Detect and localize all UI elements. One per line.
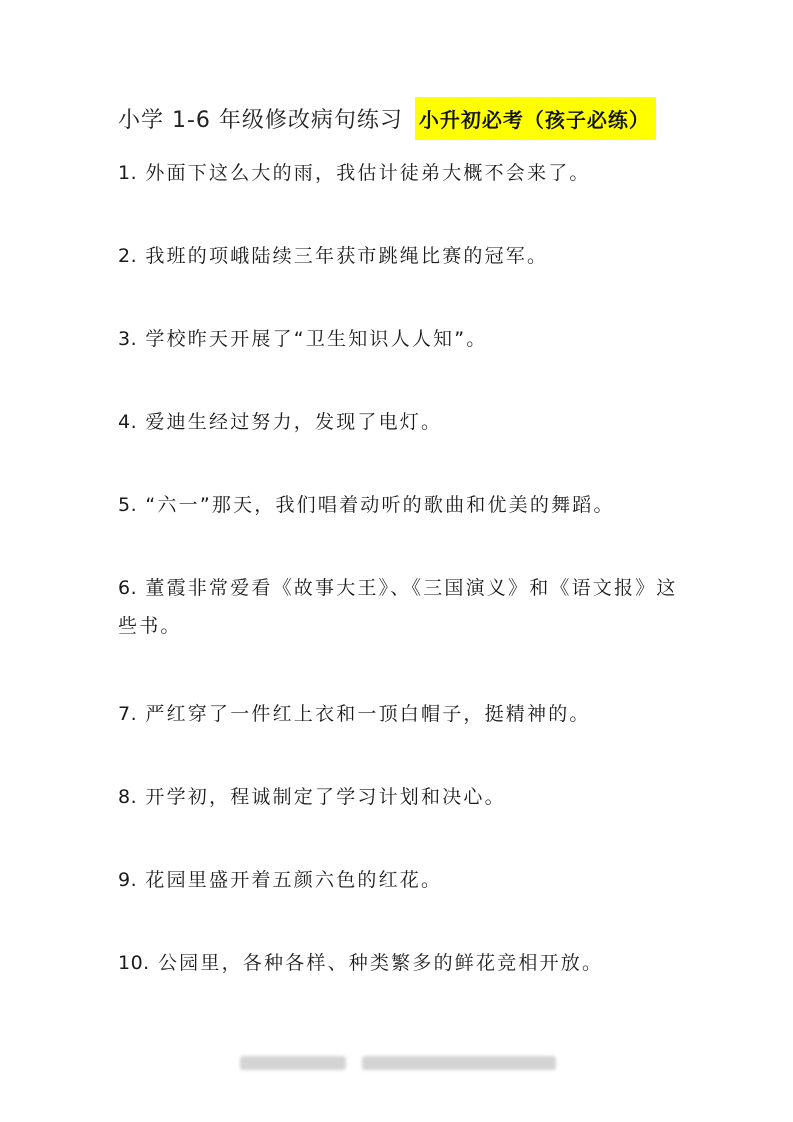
footer-blurred-watermark xyxy=(240,1056,346,1070)
question-number: 4. xyxy=(118,411,138,433)
title-highlight-text: 小升初必考（孩子必练） xyxy=(415,97,656,140)
question-number: 1. xyxy=(118,162,138,184)
question-number: 10. xyxy=(118,952,150,974)
question-item-3 xyxy=(118,320,678,358)
question-item-1 xyxy=(118,154,678,192)
question-number: 5. xyxy=(118,494,138,516)
question-text: 我班的项峨陆续三年获市跳绳比赛的冠军。 xyxy=(145,245,549,267)
question-text: 开学初，程诚制定了学习计划和决心。 xyxy=(145,786,506,808)
question-item-10 xyxy=(118,944,678,982)
title-main-text: 小学 1-6 年级修改病句练习 xyxy=(118,107,403,133)
question-text: 外面下这么大的雨，我估计徒弟大概不会来了。 xyxy=(145,162,591,184)
question-item-4 xyxy=(118,403,678,441)
question-number: 2. xyxy=(118,245,138,267)
question-item-8 xyxy=(118,778,678,816)
question-item-6 xyxy=(118,569,678,645)
footer-blurred-watermark xyxy=(362,1056,556,1070)
question-number: 9. xyxy=(118,869,138,891)
page-title xyxy=(118,96,656,140)
question-number: 8. xyxy=(118,786,138,808)
question-text: 公园里，各种各样、种类繁多的鲜花竞相开放。 xyxy=(157,952,604,974)
question-item-7 xyxy=(118,695,678,733)
question-item-2 xyxy=(118,237,678,275)
question-text: 爱迪生经过努力，发现了电灯。 xyxy=(145,411,443,433)
question-text: 花园里盛开着五颜六色的红花。 xyxy=(145,869,443,891)
question-text: 严红穿了一件红上衣和一顶白帽子，挺精神的。 xyxy=(145,703,591,725)
question-number: 6. xyxy=(118,577,138,599)
question-text: 学校昨天开展了“卫生知识人人知”。 xyxy=(145,328,488,350)
question-item-5 xyxy=(118,486,678,524)
question-text: “六一”那天，我们唱着动听的歌曲和优美的舞蹈。 xyxy=(145,494,615,516)
question-item-9 xyxy=(118,861,678,899)
question-number: 7. xyxy=(118,703,138,725)
question-text: 董霞非常爱看《故事大王》、《三国演义》和《语文报》这些书。 xyxy=(118,577,678,637)
question-number: 3. xyxy=(118,328,138,350)
